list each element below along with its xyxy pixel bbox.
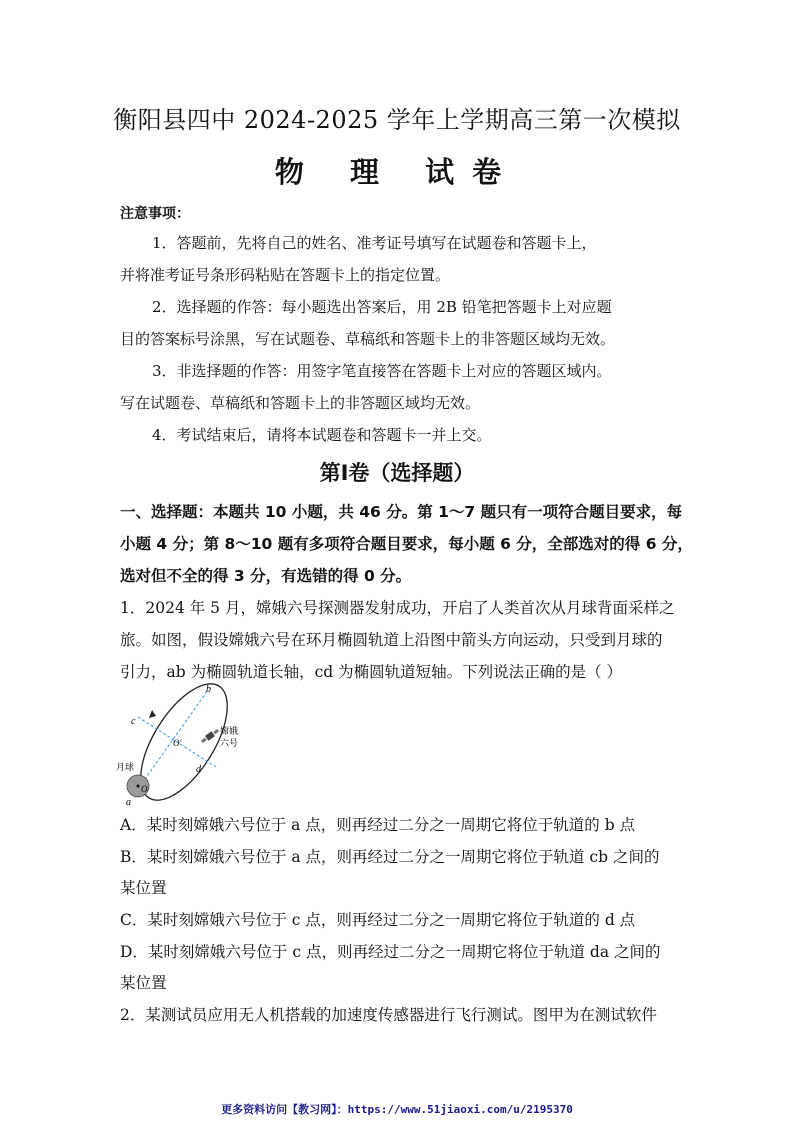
section-instructions-3: 选对但不全的得 3 分，有选错的得 0 分。 (120, 567, 412, 585)
exam-title: 衡阳县四中 2024-2025 学年上学期高三第一次模拟 (113, 106, 681, 134)
center-o-prime-label: O′ (173, 738, 182, 748)
moon-center-label: O (141, 784, 148, 794)
notice-item-1-cont: 并将准考证号条形码粘贴在答题卡上的指定位置。 (120, 266, 451, 284)
question-1-option-b-cont: 某位置 (120, 879, 167, 897)
question-1-option-c: C．某时刻嫦娥六号位于 c 点，则再经过二分之一周期它将位于轨道的 d 点 (120, 911, 636, 929)
notice-item-4: 4．考试结束后，请将本试题卷和答题卡一并上交。 (152, 426, 492, 444)
notice-item-3: 3．非选择题的作答：用签字笔直接答在答题卡上对应的答题区域内。 (152, 362, 612, 380)
notice-heading: 注意事项： (120, 206, 190, 222)
point-d-label: d (196, 764, 201, 775)
question-1-option-d: D．某时刻嫦娥六号位于 c 点，则再经过二分之一周期它将位于轨道 da 之间的 (120, 943, 661, 961)
point-c-label: c (131, 716, 136, 727)
notice-item-2-cont: 目的答案标号涂黑，写在试题卷、草稿纸和答题卡上的非答题区域均无效。 (120, 330, 616, 348)
footer-link[interactable]: 更多资料访问【教习网】：https://www.51jiaoxi.com/u/2195370 (221, 1103, 573, 1116)
exam-subject-title: 物 理 试卷 (274, 155, 520, 189)
question-1-stem-1: 1．2024 年 5 月，嫦娥六号探测器发射成功，开启了人类首次从月球背面采样之 (120, 599, 675, 617)
probe-label-line1: 嫦娥 (220, 727, 239, 737)
question-1-stem-2: 旅。如图，假设嫦娥六号在环月椭圆轨道上沿图中箭头方向运动，只受到月球的 (120, 631, 663, 649)
section-title: 第Ⅰ卷（选择题） (319, 461, 475, 485)
question-1-stem-3: 引力，ab 为椭圆轨道长轴，cd 为椭圆轨道短轴。下列说法正确的是（ ） (120, 663, 623, 681)
notice-item-1: 1．答题前，先将自己的姓名、准考证号填写在试题卷和答题卡上， (152, 234, 597, 252)
question-1-option-b: B．某时刻嫦娥六号位于 a 点，则再经过二分之一周期它将位于轨道 cb 之间的 (120, 848, 660, 866)
question-1-option-d-cont: 某位置 (120, 974, 167, 992)
moon-label: 月球 (116, 763, 135, 773)
section-instructions-1: 一、选择题：本题共 10 小题，共 46 分。第 1～7 题只有一项符合题目要求，每 (120, 503, 683, 521)
notice-item-3-cont: 写在试题卷、草稿纸和答题卡上的非答题区域均无效。 (120, 394, 481, 412)
section-instructions-2: 小题 4 分；第 8～10 题有多项符合题目要求，每小题 6 分，全部选对的得 6 分， (120, 535, 693, 553)
orbit-diagram (116, 682, 256, 806)
question-2-stem: 2．某测试员应用无人机搭载的加速度传感器进行飞行测试。图甲为在测试软件 (120, 1006, 657, 1024)
point-a-label: a (126, 797, 131, 806)
probe-label-line2: 六号 (220, 739, 239, 749)
notice-item-2: 2．选择题的作答：每小题选出答案后，用 2B 铅笔把答题卡上对应题 (152, 298, 612, 316)
question-1-option-a: A．某时刻嫦娥六号位于 a 点，则再经过二分之一周期它将位于轨道的 b 点 (120, 816, 636, 834)
point-b-label: b (206, 684, 211, 695)
